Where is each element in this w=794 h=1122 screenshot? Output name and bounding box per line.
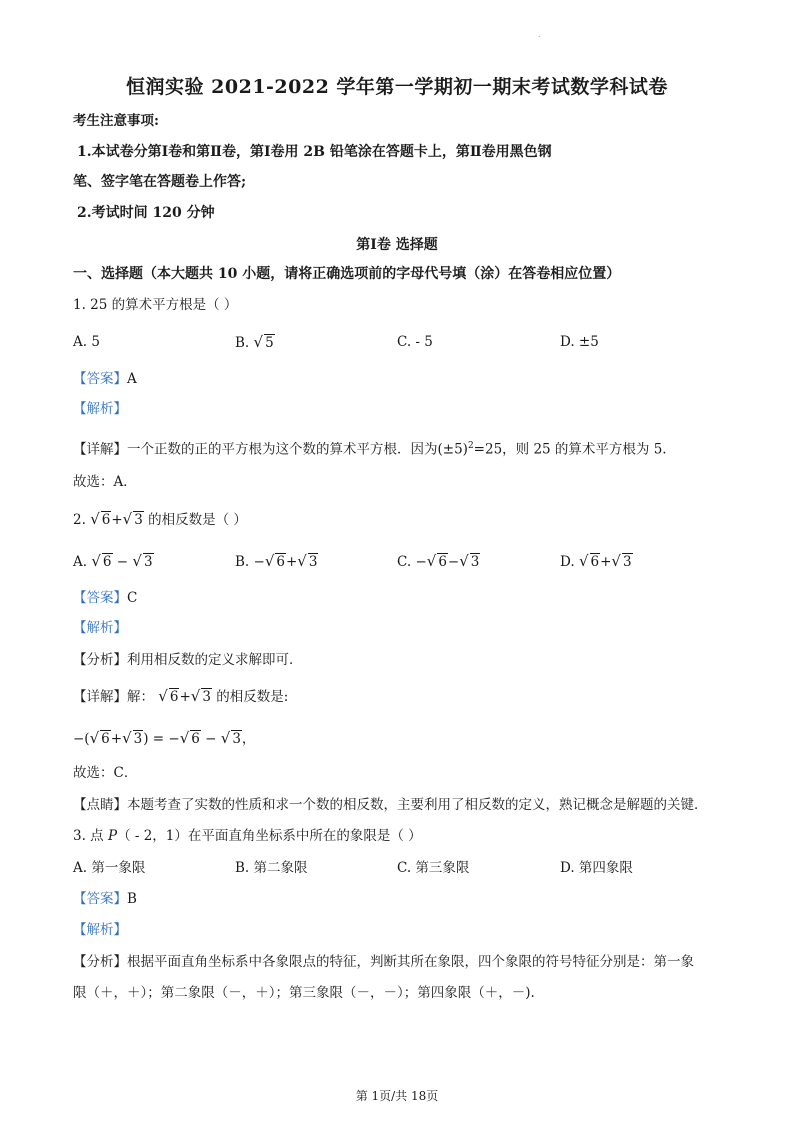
- option-label: B.: [235, 554, 250, 570]
- q3-option-c: C. 第三象限: [397, 860, 470, 876]
- q2-op: +: [111, 512, 123, 528]
- q1-option-a: A. 5: [73, 334, 100, 350]
- radicand: 3: [143, 554, 153, 570]
- q2-radicand-2: 3: [134, 512, 143, 528]
- q3-analysis-tag: 【解析】: [73, 922, 127, 938]
- q2-review: [73, 795, 708, 815]
- sign: −: [253, 554, 265, 570]
- radicand: 6: [191, 731, 200, 747]
- q3-option-a: A. 第一象限: [73, 860, 146, 876]
- section-title: 第Ⅰ卷 选择题: [356, 237, 438, 253]
- notice-line-1: 1.本试卷分第Ⅰ卷和第Ⅱ卷，第Ⅰ卷用 2B 铅笔涂在答题卡上，第Ⅱ卷用黑色钢: [77, 144, 552, 160]
- q1-detail-sup: 2: [467, 441, 474, 451]
- q3-stem-pre: 3. 点: [73, 828, 104, 844]
- q2-detail: 【详解】解： √ 6+√ 3 的相反数是:: [73, 687, 289, 705]
- q3-fenxi-line-2: 限（＋，＋）；第二象限（－，＋）；第三象限（－，－）；第四象限（＋，－).: [73, 985, 535, 1001]
- q1-detail-expr: (±5): [437, 441, 468, 458]
- q1-answer: [73, 369, 137, 389]
- page-title: 恒润实验 2021-2022 学年第一学期初一期末考试数学科试卷: [126, 76, 668, 98]
- option-label: D.: [560, 554, 575, 570]
- radicand: 3: [202, 689, 211, 705]
- q3-answer-value: B: [127, 891, 137, 907]
- operator: −: [116, 554, 129, 570]
- page-footer: 第 1页/共 18页: [355, 1089, 439, 1103]
- q2-review-text: 本题考查了实数的性质和求一个数的相反数，主要利用了相反数的定义，熟记概念是解题的关键．: [127, 797, 708, 813]
- radicand: 6: [101, 731, 110, 747]
- q1-option-b: B. √ 5: [235, 333, 274, 351]
- q2-option-c: C. −√ 6−√ 3: [397, 552, 480, 570]
- detail-tag: 【详解】: [73, 689, 127, 705]
- q2-fenxi-text: 利用相反数的定义求解即可．: [127, 652, 303, 668]
- q2-number: 2.: [73, 512, 86, 528]
- notice-heading: 考生注意事项:: [73, 113, 159, 129]
- q2-detail-pre: 解：: [127, 689, 154, 705]
- operator: +: [179, 689, 191, 705]
- radicand: 3: [308, 554, 318, 570]
- q2-choose: 故选：C．: [73, 765, 138, 781]
- operator: −: [447, 554, 460, 570]
- answer-tag: 【答案】: [73, 590, 127, 606]
- q2-stem: 2. √ 6+√ 3 的相反数是（ ）: [73, 510, 247, 528]
- q1-choose: 故选：A．: [73, 474, 137, 490]
- operator: +: [600, 554, 612, 570]
- scan-dot: .: [538, 30, 541, 39]
- q2-equation: −(√ 6+√ 3) = −√ 6 − √ 3，: [73, 729, 256, 747]
- q2-option-d: D. √ 6+√ 3: [560, 552, 632, 570]
- q3-point: P: [107, 828, 118, 844]
- q2-analysis-tag: 【解析】: [73, 620, 127, 636]
- q1-detail-text-a: 一个正数的正的平方根为这个数的算术平方根．因为: [127, 441, 438, 458]
- q3-stem: [73, 826, 422, 846]
- q3-fenxi-text-1: 根据平面直角坐标系中各象限点的特征，判断其所在象限，四个象限的符号特征分别是：第一象: [127, 954, 694, 970]
- q2-option-a: A. √ 6 − √ 3: [73, 552, 153, 570]
- q2-stem-tail: 的相反数是（ ）: [148, 512, 247, 528]
- q3-option-d: D. 第四象限: [560, 860, 633, 876]
- q2-fenxi: [73, 650, 303, 670]
- fenxi-tag: 【分析】: [73, 652, 127, 668]
- q1-analysis-tag: 【解析】: [73, 401, 127, 417]
- eq-end: ，: [241, 731, 256, 747]
- notice-line-2: 笔、签字笔在答题卷上作答;: [73, 174, 247, 190]
- fenxi-tag: 【分析】: [73, 954, 127, 970]
- option-label: A.: [73, 554, 88, 570]
- section-heading: 一、选择题（本大题共 10 小题，请将正确选项前的字母代号填（涂）在答卷相应位置）: [73, 266, 621, 282]
- q1-stem: 1. 25 的算术平方根是（ ）: [73, 297, 238, 313]
- radicand: 3: [232, 731, 241, 747]
- option-label: C.: [397, 554, 412, 570]
- q3-answer: [73, 889, 137, 909]
- operator: +: [285, 554, 298, 570]
- q2-answer-value: C: [127, 590, 138, 606]
- q1-option-b-label: B.: [235, 335, 250, 351]
- q3-option-b: B. 第二象限: [235, 860, 308, 876]
- radicand: 6: [276, 554, 285, 570]
- answer-tag: 【答案】: [73, 371, 127, 387]
- operator: +: [110, 731, 123, 747]
- q2-radicand-1: 6: [101, 512, 111, 528]
- sign: −: [415, 554, 427, 570]
- review-tag: 【点睛】: [73, 797, 127, 813]
- q2-detail-post: 的相反数是:: [216, 689, 289, 705]
- radicand: 3: [470, 554, 480, 570]
- radicand: 6: [590, 554, 600, 570]
- radicand: 3: [622, 554, 632, 570]
- q1-option-d: D. ±5: [560, 334, 599, 350]
- radicand: 6: [102, 554, 112, 570]
- q3-fenxi-line-1: [73, 952, 694, 972]
- q2-option-b: B. −√ 6+√ 3: [235, 552, 318, 570]
- q1-answer-value: A: [127, 371, 137, 387]
- q1-detail: [73, 436, 667, 460]
- q1-detail-text-b: =25，则 25 的算术平方根为 5.: [473, 441, 667, 458]
- q3-stem-post: （ - 2，1）在平面直角坐标系中所在的象限是（ ）: [117, 828, 422, 844]
- detail-tag: 【详解】: [73, 441, 127, 458]
- eq-close: ) = −: [143, 731, 180, 747]
- radicand: 3: [133, 731, 143, 747]
- notice-line-3: 2.考试时间 120 分钟: [77, 205, 215, 221]
- q1-option-b-radicand: 5: [265, 335, 274, 351]
- operator: −: [200, 731, 221, 747]
- eq-open: −(: [73, 731, 90, 747]
- q2-answer: [73, 588, 137, 608]
- radicand: 6: [169, 689, 179, 705]
- radicand: 6: [438, 554, 447, 570]
- answer-tag: 【答案】: [73, 891, 127, 907]
- q1-option-c: C. - 5: [397, 334, 433, 350]
